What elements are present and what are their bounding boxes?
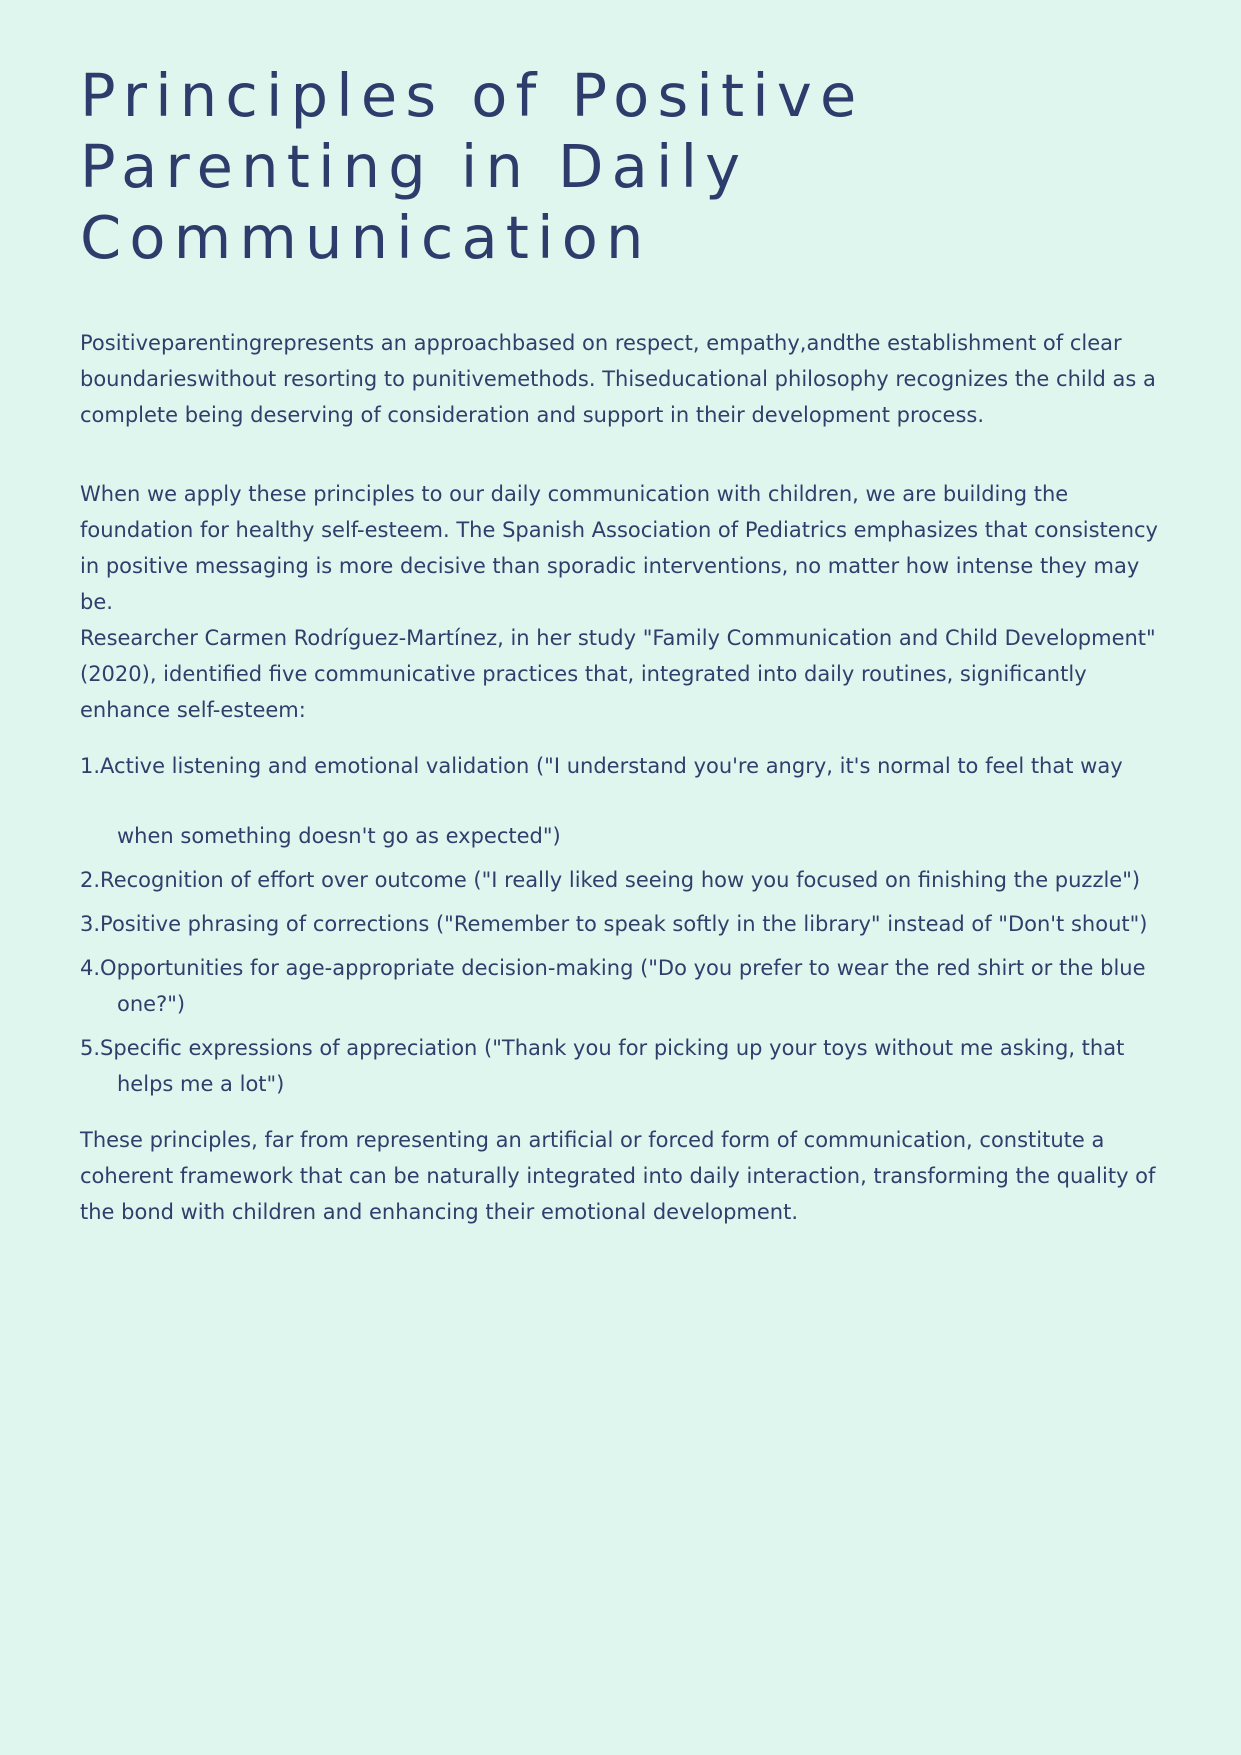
list-item: [80, 906, 1170, 942]
body-paragraph-3: Researcher Carmen Rodríguez-Martínez, in her study "Family Communication and Child Development" (2020), identified five communicative practices that, integrated into daily routines, significantly enhance self-esteem:: [80, 626, 1156, 722]
list-item-text: Positive phrasing of corrections ("Remember to speak softly in the library" instead of "Don't shout"): [100, 912, 1148, 936]
document-page: [80, 60, 1170, 1251]
list-item-text: Active listening and emotional validation ("I understand you're angry, it's normal to feel that way: [100, 754, 1123, 778]
list-item-number: 5.: [80, 1036, 101, 1060]
list-item: [80, 950, 1170, 1022]
list-item-number: 3.: [80, 912, 101, 936]
list-item-text: Opportunities for age-appropriate decision-making ("Do you prefer to wear the red shirt or the blue one?"): [100, 956, 1146, 1016]
intro-paragraph: Positiveparentingrepresents an approachbased on respect, empathy,andthe establishment of clear boundarieswithout resorting to punitivemethods. Thiseducational philosophy recognizes the child as a complete being deserving of consideration and support in their development process.: [80, 331, 1156, 427]
page-title: Principles of Positive Parenting in Daily Communication: [80, 61, 865, 272]
body-paragraph-2: When we apply these principles to our daily communication with children, we are building the foundation for healthy self-esteem. The Spanish Association of Pediatrics emphasizes that consistency in positive messaging is more decisive than sporadic interventions, no matter how intense they may be.: [80, 482, 1158, 614]
list-item-text: Specific expressions of appreciation ("Thank you for picking up your toys without me asking, that helps me a lot"): [100, 1036, 1125, 1096]
list-item-number: 1.: [80, 754, 101, 778]
list-item-number: 4.: [80, 956, 101, 980]
list-item: [80, 862, 1170, 898]
practices-list: [80, 748, 1170, 1102]
list-item: [80, 1030, 1170, 1102]
closing-paragraph: These principles, far from representing an artificial or forced form of communication, constitute a coherent framework that can be naturally integrated into daily interaction, transforming the quality of the bond with children and enhancing their emotional development.: [80, 1128, 1156, 1224]
list-item: [80, 748, 1170, 784]
list-item-text: Recognition of effort over outcome ("I really liked seeing how you focused on finishing the puzzle"): [100, 868, 1141, 892]
list-item-number: 2.: [80, 868, 101, 892]
list-item-continuation: when something doesn't go as expected"): [117, 824, 561, 848]
